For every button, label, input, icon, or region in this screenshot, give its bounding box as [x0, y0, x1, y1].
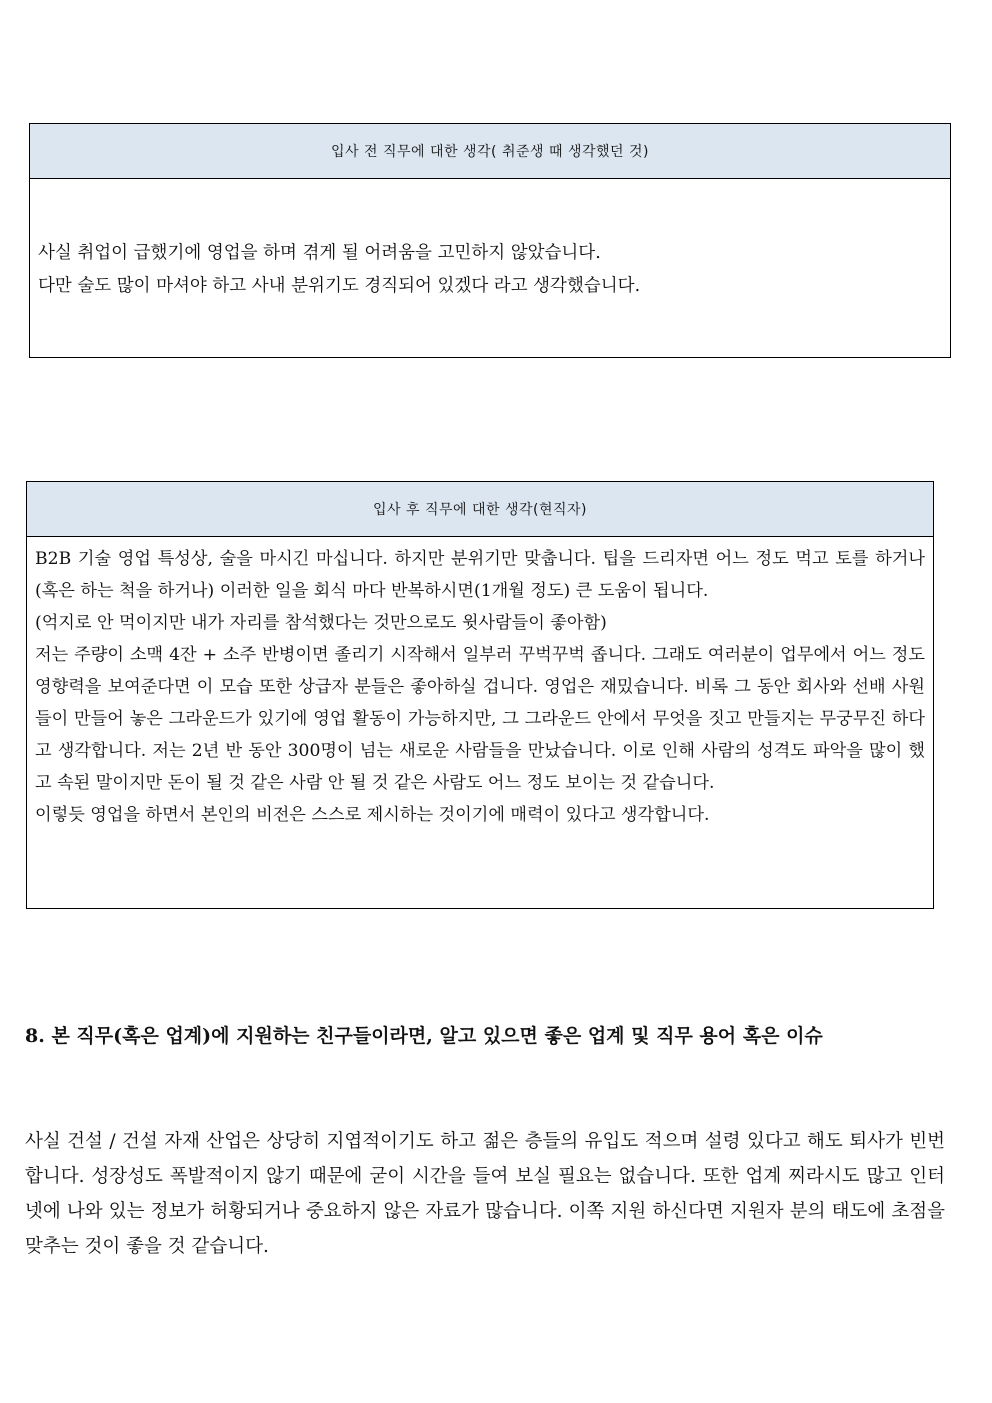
post-job-paragraph: 저는 주량이 소맥 4잔 + 소주 반병이면 졸리기 시작해서 일부러 꾸벅꾸벅 좁니다. 그래도 여러분이 업무에서 어느 정도 영향력을 보여준다면 이 모습 또한 상급자 분들은 좋아하실 겁니다. 영업은 재밌습니다. 비록 그 동안 회사와 선배 사원들이 만들어 놓은 그라운드가 있기에 영업 활동이 가능하지만, 그 그라운드 안에서 무엇을 짓고 만들지는 무궁무진 하다고 생각합니다. 저는 2년 반 동안 300명이 넘는 새로운 사람들을 만났습니다. 이로 인해 사람의 성격도 파악을 많이 했고 속된 말이지만 돈이 될 것 같은 사람 안 될 것 같은 사람도 어느 정도 보이는 것 같습니다. — [35, 645, 925, 793]
section-8-title: 8. 본 직무(혹은 업계)에 지원하는 친구들이라면, 알고 있으면 좋은 업계 및 직무 용어 혹은 이슈 — [25, 1025, 823, 1047]
section-8-body: 사실 건설 / 건설 자재 산업은 상당히 지엽적이기도 하고 젊은 층들의 유입도 적으며 설령 있다고 해도 퇴사가 빈번합니다. 성장성도 폭발적이지 않기 때문에 굳이 시간을 들여 보실 필요는 없습니다. 또한 업계 찌라시도 많고 인터넷에 나와 있는 정보가 허황되거나 중요하지 않은 자료가 많습니다. 이쪽 지원 하신다면 지원자 분의 태도에 초점을 맞추는 것이 좋을 것 같습니다. — [25, 1131, 945, 1257]
pre-job-thoughts-header: 입사 전 직무에 대한 생각( 취준생 때 생각했던 것) — [30, 124, 950, 179]
post-job-paragraph: 이렇듯 영업을 하면서 본인의 비전은 스스로 제시하는 것이기에 매력이 있다고 생각합니다. — [35, 805, 710, 825]
pre-job-thoughts-table — [29, 123, 951, 358]
post-job-paragraph: B2B 기술 영업 특성상, 술을 마시긴 마십니다. 하지만 분위기만 맞춥니다. 팁을 드리자면 어느 정도 먹고 토를 하거나 (혹은 하는 척을 하거나) 이러한 일을 회식 마다 반복하시면(1개월 정도) 큰 도움이 됩니다. — [35, 549, 925, 601]
post-job-paragraph: (억지로 안 먹이지만 내가 자리를 참석했다는 것만으로도 윗사람들이 좋아함) — [35, 613, 607, 633]
pre-job-thoughts-line: 다만 술도 많이 마셔야 하고 사내 분위기도 경직되어 있겠다 라고 생각했습니다. — [38, 276, 641, 296]
pre-job-thoughts-line: 사실 취업이 급했기에 영업을 하며 겪게 될 어려움을 고민하지 않았습니다. — [38, 243, 601, 263]
post-job-thoughts-table — [26, 481, 934, 909]
post-job-thoughts-header: 입사 후 직무에 대한 생각(현직자) — [27, 482, 933, 537]
post-job-thoughts-body — [27, 537, 933, 831]
pre-job-thoughts-body — [30, 179, 950, 303]
